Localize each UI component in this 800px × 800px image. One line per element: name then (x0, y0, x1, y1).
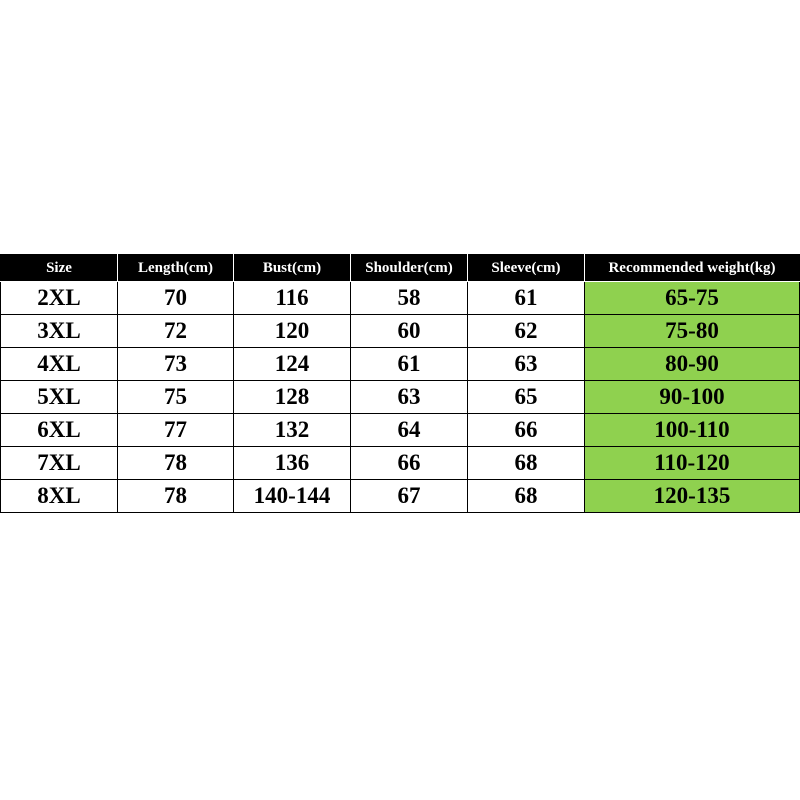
cell-shoulder: 67 (351, 480, 468, 513)
cell-shoulder: 64 (351, 414, 468, 447)
cell-size: 7XL (1, 447, 118, 480)
cell-length: 72 (118, 315, 234, 348)
cell-sleeve: 63 (468, 348, 585, 381)
header-length: Length(cm) (118, 255, 234, 282)
cell-shoulder: 66 (351, 447, 468, 480)
cell-bust: 124 (234, 348, 351, 381)
size-chart-header (1, 255, 800, 282)
cell-recommended-weight: 65-75 (585, 282, 800, 315)
cell-sleeve: 62 (468, 315, 585, 348)
cell-size: 6XL (1, 414, 118, 447)
header-row (1, 255, 800, 282)
cell-bust: 132 (234, 414, 351, 447)
cell-shoulder: 58 (351, 282, 468, 315)
table-row (1, 315, 800, 348)
cell-length: 78 (118, 447, 234, 480)
cell-recommended-weight: 120-135 (585, 480, 800, 513)
header-shoulder: Shoulder(cm) (351, 255, 468, 282)
cell-length: 70 (118, 282, 234, 315)
cell-sleeve: 68 (468, 480, 585, 513)
cell-recommended-weight: 80-90 (585, 348, 800, 381)
table-row (1, 348, 800, 381)
cell-recommended-weight: 100-110 (585, 414, 800, 447)
cell-size: 3XL (1, 315, 118, 348)
cell-bust: 116 (234, 282, 351, 315)
cell-length: 75 (118, 381, 234, 414)
cell-sleeve: 66 (468, 414, 585, 447)
cell-recommended-weight: 75-80 (585, 315, 800, 348)
cell-size: 4XL (1, 348, 118, 381)
table-row (1, 480, 800, 513)
table-row (1, 381, 800, 414)
size-chart-table (0, 254, 800, 513)
cell-length: 73 (118, 348, 234, 381)
cell-shoulder: 60 (351, 315, 468, 348)
cell-bust: 136 (234, 447, 351, 480)
table-row (1, 414, 800, 447)
cell-size: 5XL (1, 381, 118, 414)
cell-length: 78 (118, 480, 234, 513)
cell-bust: 120 (234, 315, 351, 348)
cell-size: 8XL (1, 480, 118, 513)
cell-recommended-weight: 90-100 (585, 381, 800, 414)
header-sleeve: Sleeve(cm) (468, 255, 585, 282)
cell-bust: 128 (234, 381, 351, 414)
cell-recommended-weight: 110-120 (585, 447, 800, 480)
cell-sleeve: 65 (468, 381, 585, 414)
table-row (1, 282, 800, 315)
cell-bust: 140-144 (234, 480, 351, 513)
cell-sleeve: 61 (468, 282, 585, 315)
cell-length: 77 (118, 414, 234, 447)
header-bust: Bust(cm) (234, 255, 351, 282)
cell-shoulder: 63 (351, 381, 468, 414)
header-size: Size (1, 255, 118, 282)
header-recommended-weight: Recommended weight(kg) (585, 255, 800, 282)
table-row (1, 447, 800, 480)
cell-sleeve: 68 (468, 447, 585, 480)
cell-size: 2XL (1, 282, 118, 315)
size-chart-body (1, 282, 800, 513)
cell-shoulder: 61 (351, 348, 468, 381)
